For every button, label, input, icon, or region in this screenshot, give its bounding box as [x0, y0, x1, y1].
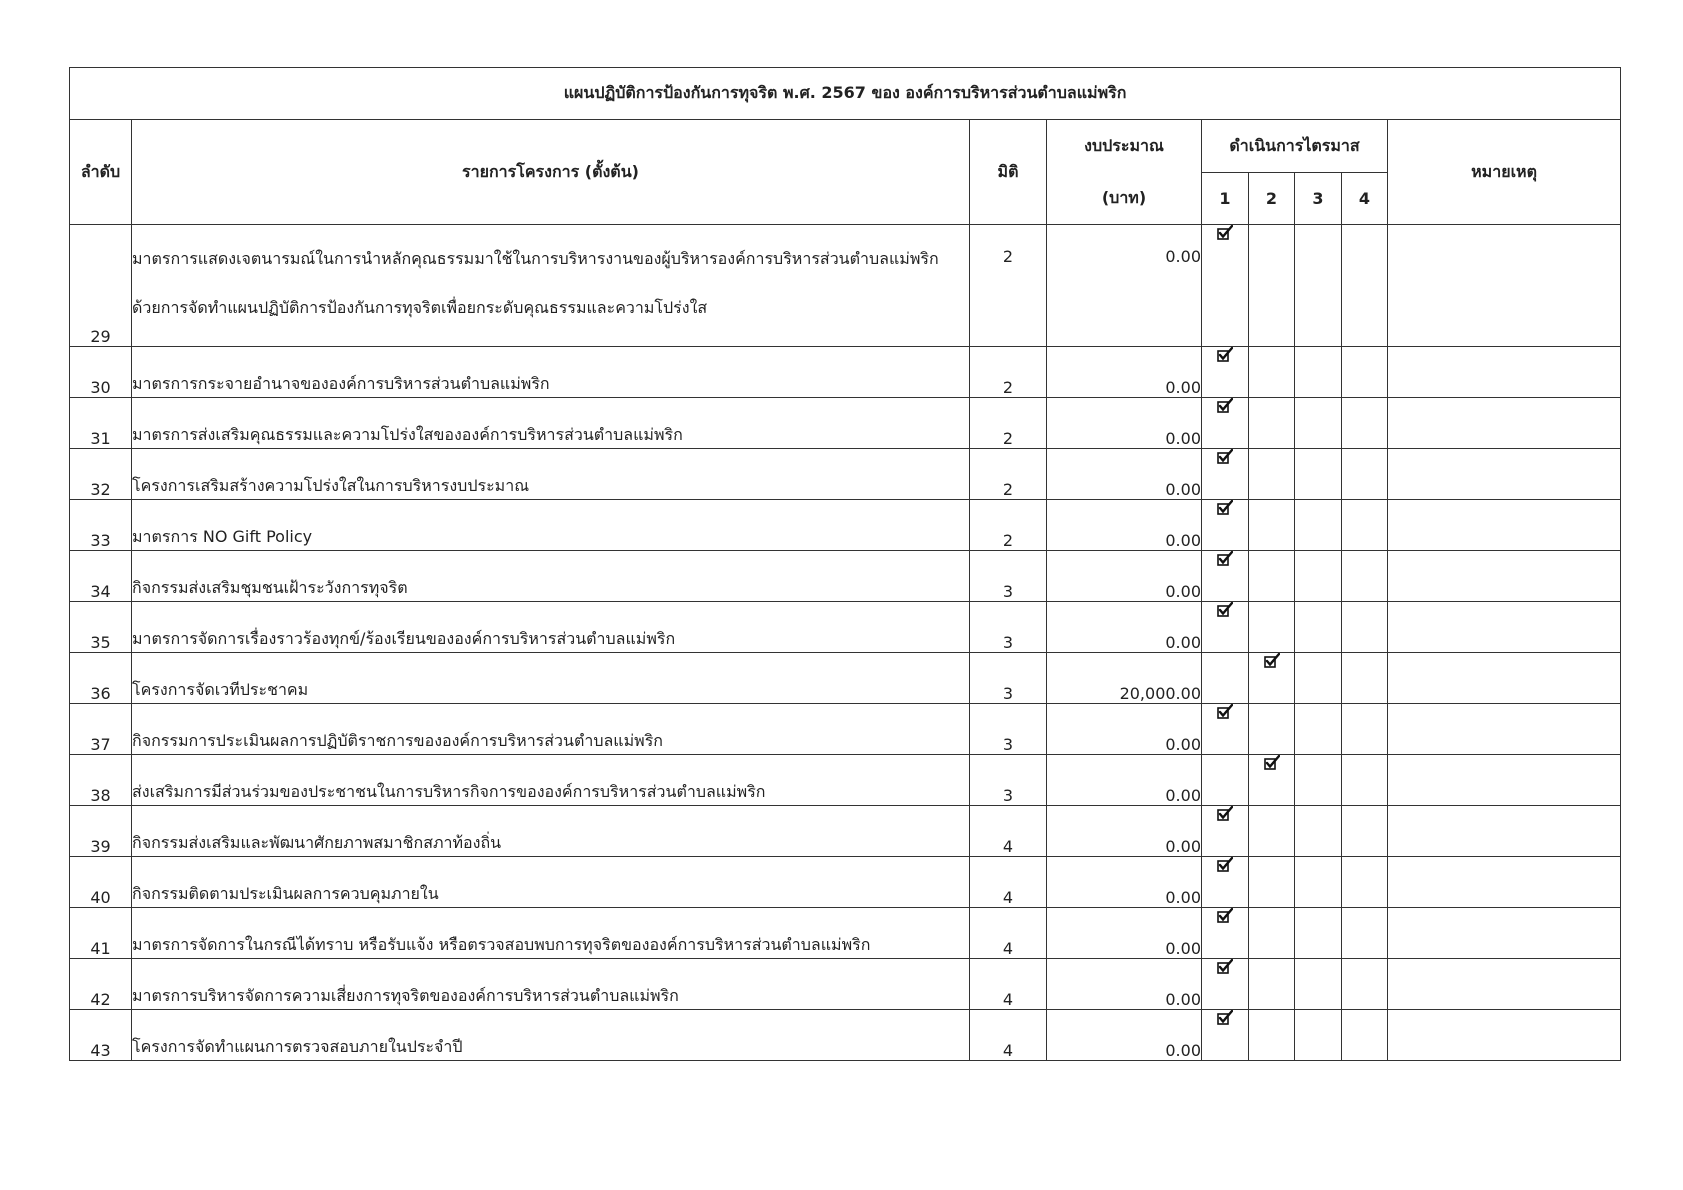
- row-project: มาตรการกระจายอำนาจขององค์การบริหารส่วนตำบลแม่พริก: [132, 347, 970, 398]
- row-q4: [1342, 704, 1388, 755]
- row-q2: [1249, 1010, 1295, 1061]
- row-note: [1388, 500, 1621, 551]
- checkbox-checked-icon: [1217, 225, 1233, 241]
- row-project: มาตรการบริหารจัดการความเสี่ยงการทุจริตขององค์การบริหารส่วนตำบลแม่พริก: [132, 959, 970, 1010]
- row-dimension: 4: [970, 857, 1047, 908]
- row-q1: [1202, 959, 1249, 1010]
- row-q4: [1342, 398, 1388, 449]
- row-q3: [1295, 551, 1342, 602]
- header-q3: 3: [1295, 173, 1342, 225]
- row-no: 38: [70, 755, 132, 806]
- row-q3: [1295, 225, 1342, 347]
- row-q4: [1342, 449, 1388, 500]
- row-q2: [1249, 347, 1295, 398]
- row-q4: [1342, 755, 1388, 806]
- row-q4: [1342, 857, 1388, 908]
- row-project: โครงการจัดทำแผนการตรวจสอบภายในประจำปี: [132, 1010, 970, 1061]
- row-no: 42: [70, 959, 132, 1010]
- checkbox-checked-icon: [1217, 959, 1233, 975]
- row-q2: [1249, 959, 1295, 1010]
- row-q3: [1295, 449, 1342, 500]
- row-note: [1388, 398, 1621, 449]
- row-q4: [1342, 602, 1388, 653]
- row-q3: [1295, 398, 1342, 449]
- row-q3: [1295, 908, 1342, 959]
- row-project: กิจกรรมการประเมินผลการปฏิบัติราชการขององค์การบริหารส่วนตำบลแม่พริก: [132, 704, 970, 755]
- row-q1: [1202, 398, 1249, 449]
- row-q3: [1295, 806, 1342, 857]
- header-dimension: มิติ: [970, 120, 1047, 225]
- row-note: [1388, 806, 1621, 857]
- row-note: [1388, 602, 1621, 653]
- row-q2: [1249, 602, 1295, 653]
- header-no: ลำดับ: [70, 120, 132, 225]
- table-row: [70, 704, 1621, 755]
- row-no: 39: [70, 806, 132, 857]
- header-q1: 1: [1202, 173, 1249, 225]
- row-q1: [1202, 347, 1249, 398]
- row-q2: [1249, 551, 1295, 602]
- row-budget: 0.00: [1047, 449, 1202, 500]
- row-q3: [1295, 1010, 1342, 1061]
- row-dimension: 4: [970, 959, 1047, 1010]
- row-q2: [1249, 653, 1295, 704]
- table-row: [70, 908, 1621, 959]
- row-note: [1388, 857, 1621, 908]
- row-dimension: 3: [970, 602, 1047, 653]
- row-dimension: 4: [970, 908, 1047, 959]
- row-dimension: 2: [970, 347, 1047, 398]
- table-row: [70, 225, 1621, 347]
- table-row: [70, 602, 1621, 653]
- row-q2: [1249, 908, 1295, 959]
- row-project: กิจกรรมส่งเสริมและพัฒนาศักยภาพสมาชิกสภาท้องถิ่น: [132, 806, 970, 857]
- checkbox-checked-icon: [1217, 398, 1233, 414]
- checkbox-checked-icon: [1217, 806, 1233, 822]
- row-q2: [1249, 225, 1295, 347]
- row-no: 41: [70, 908, 132, 959]
- table-row: [70, 551, 1621, 602]
- row-budget: 0.00: [1047, 806, 1202, 857]
- header-budget-top: งบประมาณ: [1047, 120, 1202, 173]
- table-title: แผนปฏิบัติการป้องกันการทุจริต พ.ศ. 2567 ของ องค์การบริหารส่วนตำบลแม่พริก: [70, 68, 1621, 120]
- row-q3: [1295, 653, 1342, 704]
- row-budget: 0.00: [1047, 908, 1202, 959]
- row-dimension: 2: [970, 500, 1047, 551]
- row-q1: [1202, 602, 1249, 653]
- checkbox-checked-icon: [1217, 602, 1233, 618]
- row-no: 43: [70, 1010, 132, 1061]
- row-no: 33: [70, 500, 132, 551]
- row-q1: [1202, 449, 1249, 500]
- row-q4: [1342, 551, 1388, 602]
- row-note: [1388, 449, 1621, 500]
- row-q3: [1295, 857, 1342, 908]
- table-row: [70, 857, 1621, 908]
- row-q3: [1295, 347, 1342, 398]
- row-q4: [1342, 959, 1388, 1010]
- row-project: [132, 225, 970, 347]
- row-dimension: 4: [970, 1010, 1047, 1061]
- row-q4: [1342, 225, 1388, 347]
- row-dimension: 2: [970, 449, 1047, 500]
- row-q3: [1295, 602, 1342, 653]
- row-project-line2: ด้วยการจัดทำแผนปฏิบัติการป้องกันการทุจริตเพื่อยกระดับคุณธรรมและความโปร่งใส: [132, 298, 708, 317]
- row-project: กิจกรรมติดตามประเมินผลการควบคุมภายใน: [132, 857, 970, 908]
- row-no: 31: [70, 398, 132, 449]
- row-project: มาตรการ NO Gift Policy: [132, 500, 970, 551]
- header-q2: 2: [1249, 173, 1295, 225]
- row-q1: [1202, 755, 1249, 806]
- row-q1: [1202, 857, 1249, 908]
- table-row: [70, 755, 1621, 806]
- row-q1: [1202, 551, 1249, 602]
- row-q1: [1202, 908, 1249, 959]
- row-dimension: 4: [970, 806, 1047, 857]
- row-budget: 0.00: [1047, 225, 1202, 347]
- row-q3: [1295, 755, 1342, 806]
- row-budget: 0.00: [1047, 551, 1202, 602]
- checkbox-checked-icon: [1217, 1010, 1233, 1026]
- row-q1: [1202, 1010, 1249, 1061]
- header-budget-bottom: (บาท): [1047, 173, 1202, 225]
- checkbox-checked-icon: [1217, 908, 1233, 924]
- row-note: [1388, 347, 1621, 398]
- row-budget: 0.00: [1047, 1010, 1202, 1061]
- row-project-line1: มาตรการแสดงเจตนารมณ์ในการนำหลักคุณธรรมมาใช้ในการบริหารงานของผู้บริหารองค์การบริหารส่วนตำบลแม่พริก: [132, 249, 939, 268]
- row-note: [1388, 755, 1621, 806]
- row-q1: [1202, 653, 1249, 704]
- row-project: กิจกรรมส่งเสริมชุมชนเฝ้าระวังการทุจริต: [132, 551, 970, 602]
- row-q2: [1249, 857, 1295, 908]
- row-budget: 0.00: [1047, 500, 1202, 551]
- table-row: [70, 806, 1621, 857]
- anti-corruption-plan-table: [69, 67, 1621, 1061]
- table-row: [70, 347, 1621, 398]
- row-note: [1388, 653, 1621, 704]
- table-row: [70, 398, 1621, 449]
- row-budget: 0.00: [1047, 347, 1202, 398]
- row-no: 35: [70, 602, 132, 653]
- row-q4: [1342, 653, 1388, 704]
- table-row: [70, 449, 1621, 500]
- row-q3: [1295, 500, 1342, 551]
- checkbox-checked-icon: [1217, 551, 1233, 567]
- row-dimension: 2: [970, 225, 1047, 347]
- row-no: 36: [70, 653, 132, 704]
- row-note: [1388, 1010, 1621, 1061]
- checkbox-checked-icon: [1217, 704, 1233, 720]
- table-row: [70, 959, 1621, 1010]
- row-budget: 0.00: [1047, 704, 1202, 755]
- row-dimension: 3: [970, 755, 1047, 806]
- header-quarter-group: ดำเนินการไตรมาส: [1202, 120, 1388, 173]
- row-q4: [1342, 908, 1388, 959]
- row-note: [1388, 704, 1621, 755]
- row-budget: 0.00: [1047, 398, 1202, 449]
- row-budget: 0.00: [1047, 602, 1202, 653]
- row-project: ส่งเสริมการมีส่วนร่วมของประชาชนในการบริหารกิจการขององค์การบริหารส่วนตำบลแม่พริก: [132, 755, 970, 806]
- row-q2: [1249, 449, 1295, 500]
- checkbox-checked-icon: [1264, 755, 1280, 771]
- row-budget: 20,000.00: [1047, 653, 1202, 704]
- row-dimension: 2: [970, 398, 1047, 449]
- row-q1: [1202, 225, 1249, 347]
- checkbox-checked-icon: [1264, 653, 1280, 669]
- row-dimension: 3: [970, 551, 1047, 602]
- header-note: หมายเหตุ: [1388, 120, 1621, 225]
- row-project: มาตรการจัดการในกรณีได้ทราบ หรือรับแจ้ง หรือตรวจสอบพบการทุจริตขององค์การบริหารส่วนตำบลแม่พริก: [132, 908, 970, 959]
- row-no: 37: [70, 704, 132, 755]
- row-q4: [1342, 1010, 1388, 1061]
- header-project: รายการโครงการ (ตั้งต้น): [132, 120, 970, 225]
- row-q2: [1249, 755, 1295, 806]
- table-row: [70, 653, 1621, 704]
- checkbox-checked-icon: [1217, 347, 1233, 363]
- checkbox-checked-icon: [1217, 500, 1233, 516]
- row-project: โครงการเสริมสร้างความโปร่งใสในการบริหารงบประมาณ: [132, 449, 970, 500]
- row-note: [1388, 225, 1621, 347]
- row-dimension: 3: [970, 653, 1047, 704]
- row-q2: [1249, 806, 1295, 857]
- row-q1: [1202, 500, 1249, 551]
- row-q4: [1342, 347, 1388, 398]
- row-note: [1388, 959, 1621, 1010]
- header-q4: 4: [1342, 173, 1388, 225]
- row-q4: [1342, 500, 1388, 551]
- row-q2: [1249, 398, 1295, 449]
- row-note: [1388, 551, 1621, 602]
- row-no: 30: [70, 347, 132, 398]
- row-project: มาตรการจัดการเรื่องราวร้องทุกข์/ร้องเรียนขององค์การบริหารส่วนตำบลแม่พริก: [132, 602, 970, 653]
- row-no: 40: [70, 857, 132, 908]
- row-no: 29: [70, 225, 132, 347]
- row-dimension: 3: [970, 704, 1047, 755]
- row-q3: [1295, 959, 1342, 1010]
- checkbox-checked-icon: [1217, 449, 1233, 465]
- row-project: มาตรการส่งเสริมคุณธรรมและความโปร่งใสขององค์การบริหารส่วนตำบลแม่พริก: [132, 398, 970, 449]
- checkbox-checked-icon: [1217, 857, 1233, 873]
- row-no: 34: [70, 551, 132, 602]
- row-q2: [1249, 500, 1295, 551]
- row-q1: [1202, 704, 1249, 755]
- row-project: โครงการจัดเวทีประชาคม: [132, 653, 970, 704]
- row-budget: 0.00: [1047, 857, 1202, 908]
- row-q3: [1295, 704, 1342, 755]
- row-q2: [1249, 704, 1295, 755]
- table-row: [70, 500, 1621, 551]
- table-row: [70, 1010, 1621, 1061]
- table-body: [70, 225, 1621, 1061]
- row-note: [1388, 908, 1621, 959]
- row-q4: [1342, 806, 1388, 857]
- row-budget: 0.00: [1047, 959, 1202, 1010]
- row-q1: [1202, 806, 1249, 857]
- row-budget: 0.00: [1047, 755, 1202, 806]
- row-no: 32: [70, 449, 132, 500]
